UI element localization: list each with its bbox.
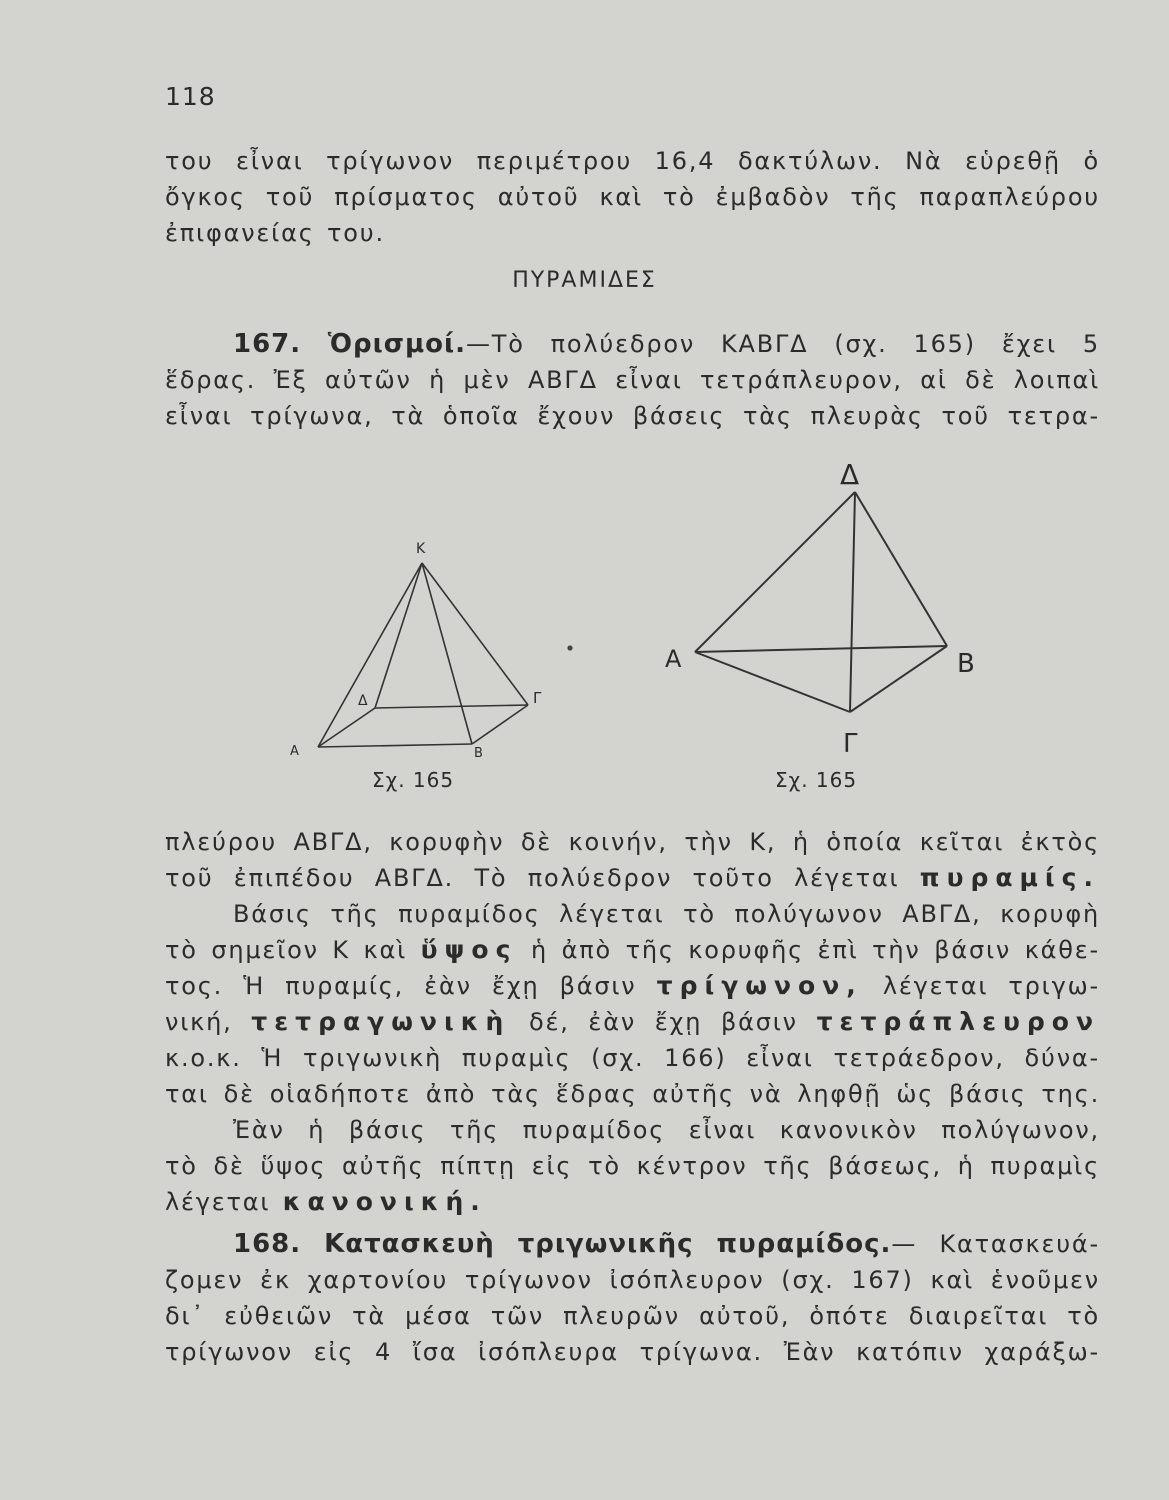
section-heading: ΠΥΡΑΜΙΔΕΣ bbox=[512, 268, 657, 293]
section-167-line bbox=[165, 326, 1100, 362]
text-line: Ἐὰν ἡ βάσις τῆς πυραμίδος εἶναι κανονικὸν πολύγωνον, bbox=[233, 1116, 1100, 1144]
edge-ka bbox=[318, 563, 422, 747]
edge-bg bbox=[850, 646, 947, 712]
label-d: Δ bbox=[840, 458, 860, 491]
section-167-continuation bbox=[165, 824, 1100, 1220]
section-167-paragraph bbox=[165, 326, 1100, 434]
text-line bbox=[165, 968, 1100, 1004]
section-167-line: εἶναι τρίγωνα, τὰ ὁποῖα ἔχουν βάσεις τὰς πλευρὰς τοῦ τετρα- bbox=[165, 402, 1100, 430]
text-line bbox=[165, 860, 1100, 896]
text-span: τος. Ἡ πυραμίς, ἐὰν ἔχῃ βάσιν bbox=[165, 972, 637, 1000]
intro-line: του εἶναι τρίγωνον περιμέτρου 16,4 δακτύλων. Νὰ εὑρεθῇ ὁ bbox=[165, 147, 1100, 175]
text-line: Βάσις τῆς πυραμίδος λέγεται τὸ πολύγωνον ΑΒΓΔ, κορυφὴ bbox=[233, 900, 1100, 928]
term-trigonon: τρίγωνον, bbox=[656, 971, 863, 1000]
base-ab bbox=[318, 744, 472, 747]
base-gd bbox=[375, 705, 528, 708]
text-line bbox=[165, 1184, 1100, 1220]
term-tetraplevron: τετράπλευρον bbox=[816, 1007, 1100, 1036]
section-167-text: —Τὸ πολύεδρον ΚΑΒΓΔ (σχ. 165) ἔχει 5 bbox=[465, 330, 1100, 358]
base-da bbox=[318, 708, 375, 747]
edge-da bbox=[695, 492, 855, 652]
section-168-line: ζομεν ἐκ χαρτονίου τρίγωνον ἰσόπλευρον (σχ. 167) καὶ ἑνοῦμεν bbox=[165, 1266, 1100, 1294]
label-a: Α bbox=[665, 645, 682, 673]
section-168-paragraph bbox=[165, 1226, 1100, 1370]
edge-dg bbox=[850, 492, 855, 712]
section-168-text: — Κατασκευά- bbox=[891, 1230, 1100, 1258]
section-168-line: τρίγωνον εἰς 4 ἴσα ἰσόπλευρα τρίγωνα. Ἐὰν κατόπιν χαράξω- bbox=[165, 1338, 1100, 1366]
figure-165-caption: Σχ. 165 bbox=[372, 768, 455, 792]
term-tetragoniki: τετραγωνικὴ bbox=[251, 1007, 511, 1036]
section-167-line: ἕδρας. Ἐξ αὐτῶν ἡ μὲν ΑΒΓΔ εἶναι τετράπλευρον, αἱ δὲ λοιπαὶ bbox=[165, 366, 1100, 394]
text-span: ἡ ἀπὸ τῆς κορυφῆς ἐπὶ τὴν βάσιν κάθε- bbox=[531, 936, 1100, 964]
text-span: λέγεται τριγω- bbox=[882, 972, 1100, 1000]
page-number: 118 bbox=[165, 82, 216, 111]
term-kanoniki: κανονική. bbox=[282, 1187, 487, 1216]
label-d: Δ bbox=[358, 693, 368, 709]
base-bg bbox=[472, 705, 528, 744]
edge-kg bbox=[422, 563, 528, 705]
label-k: Κ bbox=[416, 541, 426, 557]
text-line: τὸ δὲ ὕψος αὐτῆς πίπτῃ εἰς τὸ κέντρον τῆς βάσεως, ἡ πυραμὶς bbox=[165, 1152, 1100, 1180]
text-span: δέ, ἐὰν ἔχῃ βάσιν bbox=[529, 1008, 798, 1036]
stray-dot bbox=[565, 643, 575, 653]
text-line: κ.ο.κ. Ἡ τριγωνικὴ πυραμὶς (σχ. 166) εἶναι τετράεδρον, δύνα- bbox=[165, 1044, 1100, 1072]
label-g: Γ bbox=[533, 689, 542, 707]
text-line: ται δὲ οἱαδήποτε ἀπὸ τὰς ἕδρας αὐτῆς νὰ ληφθῇ ὡς βάσις της. bbox=[165, 1080, 1100, 1108]
edge-kb bbox=[422, 563, 472, 744]
section-168-line: δι᾽ εὐθειῶν τὰ μέσα τῶν πλευρῶν αὐτοῦ, ὁπότε διαιρεῖται τὸ bbox=[165, 1302, 1100, 1330]
text-span: νική, bbox=[165, 1008, 233, 1036]
intro-paragraph bbox=[165, 143, 1100, 251]
term-pyramis: πυραμίς. bbox=[919, 863, 1100, 892]
text-line: πλεύρου ΑΒΓΔ, κορυφὴν δὲ κοινήν, τὴν Κ, ἡ ὁποία κεῖται ἐκτὸς bbox=[165, 828, 1100, 856]
edge-ag bbox=[695, 652, 850, 712]
figure-165-pyramid bbox=[280, 525, 570, 775]
label-b: Β bbox=[474, 746, 483, 761]
text-span: τὸ σημεῖον Κ καὶ bbox=[165, 936, 408, 964]
intro-line: ὄγκος τοῦ πρίσματος αὐτοῦ καὶ τὸ ἐμβαδὸν τῆς παραπλεύρου bbox=[165, 183, 1100, 211]
label-a: Α bbox=[290, 744, 299, 759]
edge-kd bbox=[375, 563, 422, 708]
intro-line: ἐπιφανείας του. bbox=[165, 219, 385, 247]
text-line bbox=[165, 932, 1100, 968]
text-span: τοῦ ἐπιπέδου ΑΒΓΔ. Τὸ πολύεδρον τοῦτο λέγεται bbox=[165, 864, 900, 892]
edge-db bbox=[855, 492, 947, 646]
section-168-line bbox=[165, 1226, 1100, 1262]
section-167-title: 167. Ὁρισμοί. bbox=[233, 329, 466, 359]
section-168-title: 168. Κατασκευὴ τριγωνικῆς πυραμίδος. bbox=[233, 1229, 892, 1259]
figure-166-caption: Σχ. 165 bbox=[775, 768, 858, 792]
text-span: λέγεται bbox=[165, 1188, 271, 1216]
term-ypsos: ὕψος bbox=[420, 935, 518, 964]
text-line bbox=[165, 1004, 1100, 1040]
label-g: Γ bbox=[843, 729, 858, 759]
edge-ab bbox=[695, 646, 947, 652]
figure-166-tetrahedron bbox=[655, 450, 995, 780]
label-b: Β bbox=[957, 649, 975, 679]
